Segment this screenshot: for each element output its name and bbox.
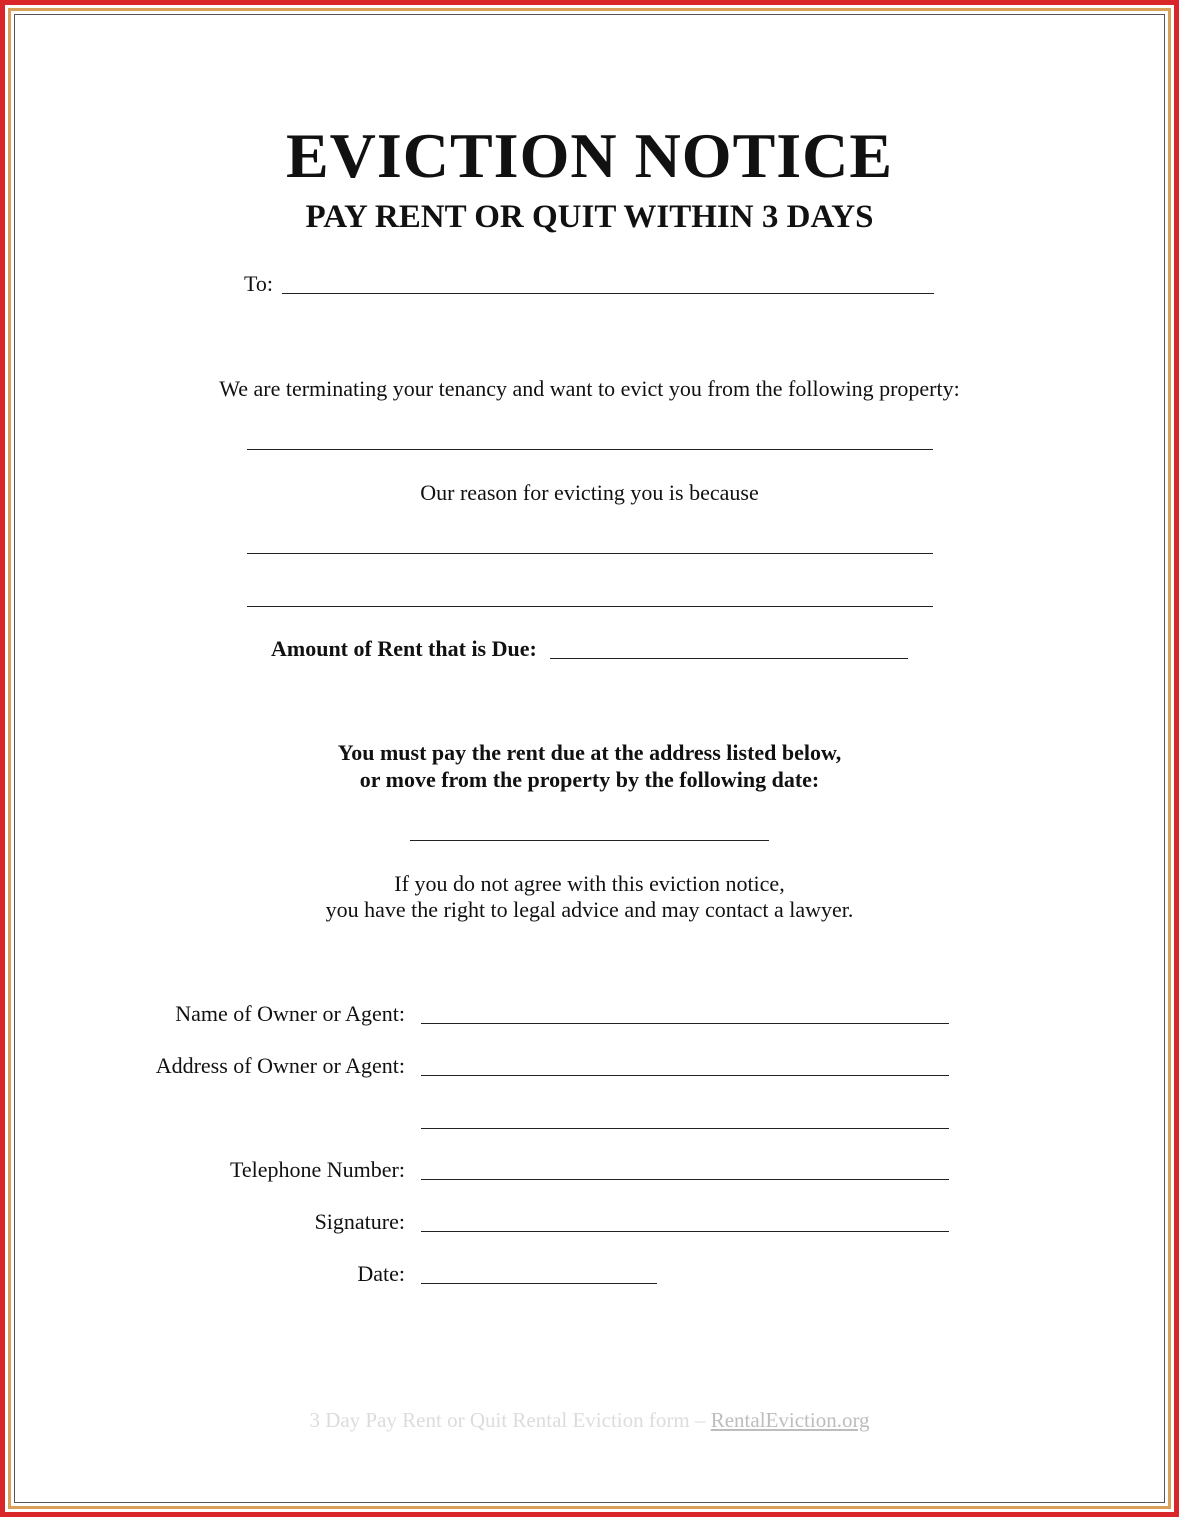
eviction-form-page xyxy=(15,15,1164,1502)
signature-label: Signature: xyxy=(314,1209,405,1234)
tenancy-statement: We are terminating your tenancy and want to evict you from the following property: xyxy=(219,376,960,401)
to-field-line[interactable] xyxy=(282,293,934,294)
telephone-field-line[interactable] xyxy=(421,1179,949,1180)
date-label: Date: xyxy=(357,1261,405,1286)
pay-notice-line-1: You must pay the rent due at the address listed below, xyxy=(337,740,842,765)
owner-address-field-line-2[interactable] xyxy=(421,1128,949,1129)
reason-statement: Our reason for evicting you is because xyxy=(420,480,759,505)
reason-field-line-2[interactable] xyxy=(247,606,933,607)
owner-address-label: Address of Owner or Agent: xyxy=(155,1053,405,1078)
footer-text: 3 Day Pay Rent or Quit Rental Eviction form – xyxy=(309,1408,711,1432)
date-field-line[interactable] xyxy=(421,1283,657,1284)
move-date-field-line[interactable] xyxy=(410,840,769,841)
page-subtitle: PAY RENT OR QUIT WITHIN 3 DAYS xyxy=(305,199,874,235)
signature-field-line[interactable] xyxy=(421,1231,949,1232)
property-field-line[interactable] xyxy=(247,449,933,450)
owner-name-label: Name of Owner or Agent: xyxy=(175,1001,405,1026)
footer-link[interactable]: RentalEviction.org xyxy=(710,1408,870,1432)
footer-credit xyxy=(15,1408,1164,1433)
owner-address-field-line-1[interactable] xyxy=(421,1075,949,1076)
telephone-label: Telephone Number: xyxy=(229,1157,405,1182)
rent-due-field-line[interactable] xyxy=(550,658,908,659)
owner-name-field-line[interactable] xyxy=(421,1023,949,1024)
disagree-line-2: you have the right to legal advice and may contact a lawyer. xyxy=(325,897,854,922)
page-title: EVICTION NOTICE xyxy=(285,120,894,191)
reason-field-line-1[interactable] xyxy=(247,553,933,554)
disagree-line-1: If you do not agree with this eviction notice, xyxy=(394,871,785,896)
pay-notice-line-2: or move from the property by the following date: xyxy=(359,767,820,792)
rent-due-label: Amount of Rent that is Due: xyxy=(271,636,537,661)
to-label: To: xyxy=(244,271,274,296)
